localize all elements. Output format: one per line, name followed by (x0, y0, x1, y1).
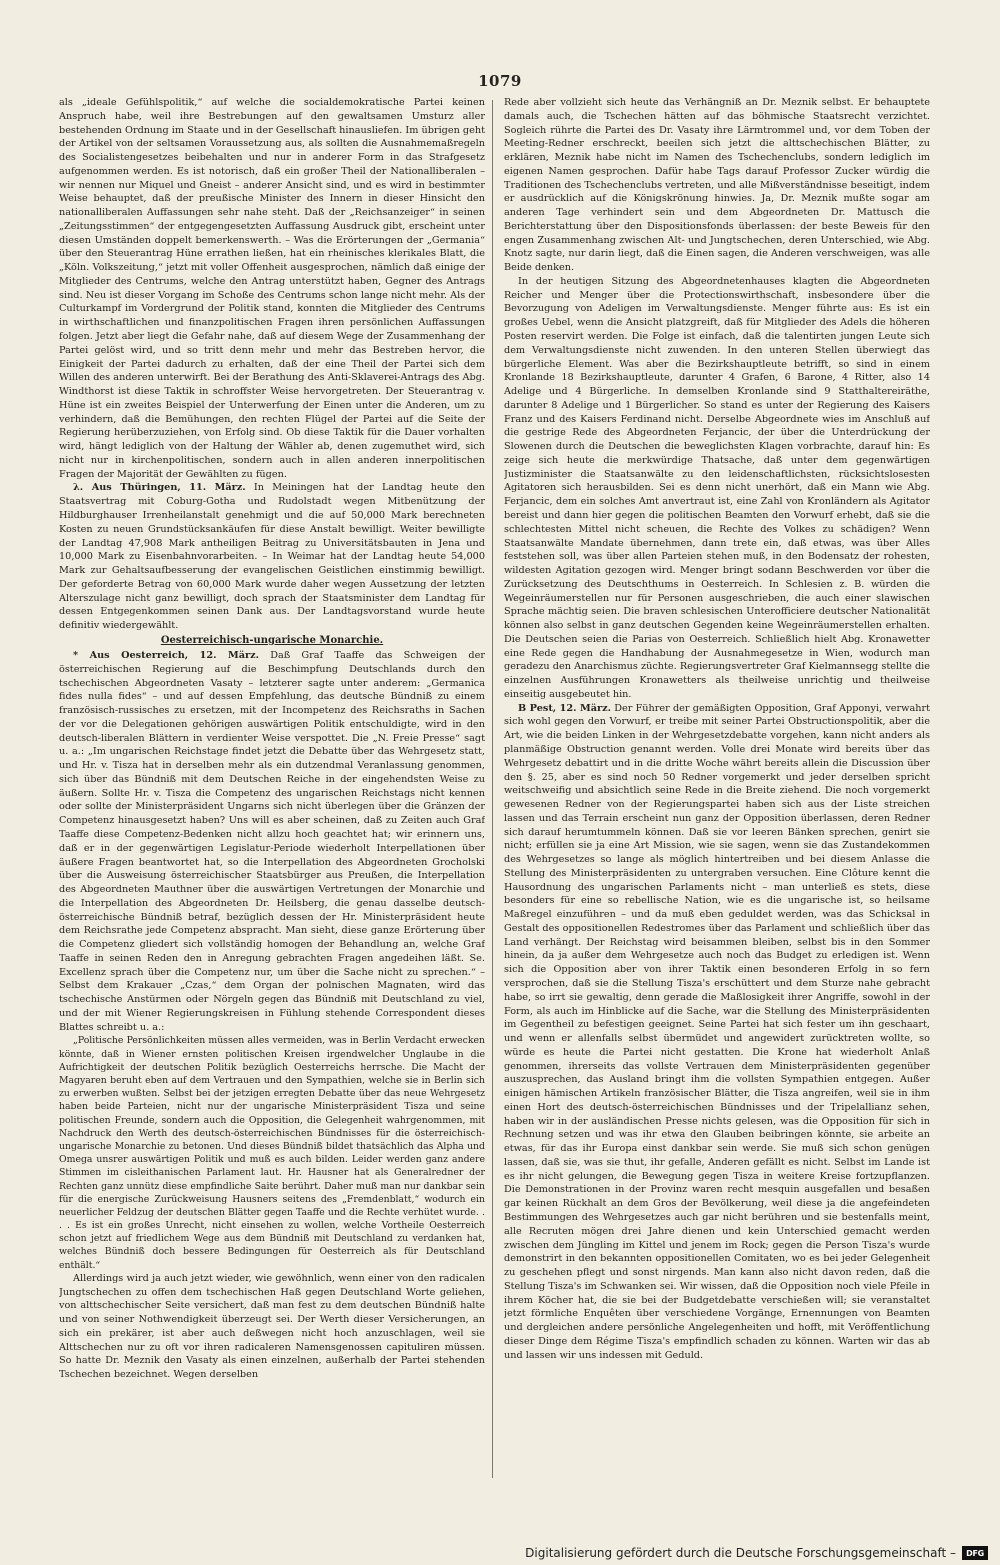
paragraph-text: „Politische Persönlichkeiten müssen alles vermeiden, was in Berlin Verdacht erwecken könnte, daß in Wiener ernsten politischen Kreisen irgendwelcher Unglaube in die Aufrichtigkeit der deutschen Politik bezüglich Oesterreichs herrsche. Die Macht der Magyaren beruht eben auf dem Vertrauen und den Sympathien, welche sie in Berlin sich zu erwerben wußten. Selbst bei der jetzigen erregten Debatte über das neue Wehrgesetz haben beide Parteien, nicht nur der ungarische Ministerpräsident Tisza und seine politischen Freunde, sondern auch die Opposition, die Gelegenheit wahrgenommen, mit Nachdruck den Werth des deutsch-österreichischen Bündnisses für die österreichisch-ungarische Monarchie zu betonen. Und dieses Bündniß bildet thatsächlich das Alpha und Omega unsrer auswärtigen Politik und muß es auch bilden. Leider werden ganz andere Stimmen im cisleithanischen Parlament laut. Hr. Hausner hat als Generalredner der Rechten ganz unnütz diese empfindliche Saite berührt. Daher muß man nur dankbar sein für die energische Zurückweisung Hausners seitens des „Fremdenblatt,“ wodurch ein neuerlicher Feldzug der deutschen Blätter gegen Taaffe und die Rechte verhütet wurde. . . . Es ist ein großes Unrecht, nicht einsehen zu wollen, welche Vortheile Oesterreich schon jetzt auf friedlichem Wege aus dem Bündniß mit Deutschland zu verdanken hat, welches Bündniß doch bessere Bedingungen für Oesterreich als für Deutschland enthält.“ (59, 1035, 485, 1271)
footer (0, 1541, 1000, 1565)
article-paragraph (59, 1272, 485, 1382)
paragraph-text: Daß Graf Taaffe das Schweigen der österreichischen Regierung auf die Beschimpfung Deutschlands durch den tschechischen Abgeordneten Vasaty – letzterer sagte unter anderem: „Germanica fides nulla fides“ – und auf dessen Empfehlung, das deutsche Bündniß zu einem französisch-russisches zu ersetzen, mit der Incompetenz des Reichsraths in Sachen der vor die Delegationen gehörigen auswärtigen Politik entschuldigte, wird in den deutsch-liberalen Blättern in verdienter Weise verspottet. Die „N. Freie Presse“ sagt u. a.: „Im ungarischen Reichstage findet jetzt die Debatte über das Wehrgesetz statt, und Hr. v. Tisza hat in derselben mehr als ein dutzendmal Veranlassung genommen, sich über das Bündniß mit dem Deutschen Reiche in der eingehendsten Weise zu äußern. Sollte Hr. v. Tisza die Competenz des ungarischen Reichstags nicht kennen oder sollte der Ministerpräsident Ungarns sich nicht überlegen über die Gränzen der Competenz hinausgesetzt haben? Uns will es aber scheinen, daß zu Zeiten auch Graf Taaffe diese Competenz-Bedenken nicht allzu hoch geachtet hat; wir erinnern uns, daß er in der gegenwärtigen Legislatur-Periode wiederholt Interpellationen über äußere Fragen beantwortet hat, so die Interpellation des Abgeordneten Grocholski über die Ausweisung österreichischer Staatsbürger aus Preußen, die Interpellation des Abgeordneten Mauthner über die auswärtigen Vertretungen der Monarchie und die Interpellation des Abgeordneten Dr. Heilsberg, die genau dasselbe deutsch-österreichische Bündniß betraf, bezüglich dessen der Hr. Ministerpräsident heute dem Reichsrathe jede Competenz abspracht. Man sieht, diese ganze Erörterung über die Competenz gliedert sich vollständig homogen der Behandlung an, welche Graf Taaffe in seinen Reden den in Anregung gebrachten Fragen angedeihen läßt. Se. Excellenz sprach über die Competenz nur, um über die Sache nicht zu sprechen.“ – Selbst dem Krakauer „Czas,“ dem Organ der polnischen Magnaten, wird das tschechische Anstürmen oder Nörgeln gegen das Bündniß mit Deutschland zu viel, und der mit Wiener Regierungskreisen in Fühlung stehende Correspondent dieses Blattes schreibt u. a.: (59, 650, 485, 1033)
article-paragraph (59, 1034, 485, 1271)
article-paragraph (504, 702, 930, 1363)
article-paragraph (504, 96, 930, 275)
paragraph-text: Der Führer der gemäßigten Opposition, Graf Apponyi, verwahrt sich wohl gegen den Vorwurf, er treibe mit seiner Partei Obstructionspolitik, aber die Art, wie die beiden Linken in der Wehrgesetzdebatte vorgehen, kann nicht anders als planmäßige Obstruction genannt werden. Volle drei Monate wird bereits über das Wehrgesetz debattirt und in die dritte Woche währt bereits allein die Discussion über den §. 25, aber es sind noch 50 Redner vorgemerkt und jeder derselben spricht weitschweifig und absichtlich seine Rede in die Breite ziehend. Die noch vorgemerkt gewesenen Redner von der Regierungspartei haben sich aus der Liste streichen lassen und das Terrain erscheint nun ganz der Opposition überlassen, deren Redner sich darauf herumtummeln können. Daß sie vor leeren Bänken sprechen, genirt sie nicht; erfüllen sie ja eine Art Mission, wie sie sagen, wenn sie das Zustandekommen des Wehrgesetzes so lange als möglich hintertreiben und bei diesem Anlasse die Stellung des Ministerpräsidenten zu untergraben versuchen. Eine Clôture kennt die Hausordnung des ungarischen Parlaments nicht – man unterließ es stets, diese besonders für eine so rebellische Nation, wie es die ungarische ist, so heilsame Maßregel einzuführen – und da muß eben geduldet werden, was das Schicksal in Gestalt des oppositionellen Redestromes über das Parlament und schließlich über das Land verhängt. Der Reichstag wird beisammen bleiben, selbst bis in den Sommer hinein, da ja außer dem Wehrgesetze auch noch das Budget zu erledigen ist. Wenn sich die Opposition aber von ihrer Taktik einen besonderen Erfolg in so fern versprochen, daß sie die Stellung Tisza's erschüttert und dem Sturze nahe gebracht habe, so irrt sie gewaltig, denn gerade die Maßlosigkeit ihrer Angriffe, sowohl in der Form, als auch im Hinblicke auf die Sache, war die Stellung des Ministerpräsidenten im Gegentheil zu befestigen geeignet. Seine Partei hat sich fester um ihn geschaart, und wenn er allenfalls selbst übermüdet und angewidert zurücktreten wollte, so würde es heute die Partei nicht gestatten. Die Krone hat wiederholt Anlaß genommen, ihrerseits das vollste Vertrauen dem Ministerpräsidenten gegenüber auszusprechen, das Ausland bringt ihm die vollsten Sympathien entgegen. Außer einigen hämischen Artikeln französischer Blätter, die Tisza angreifen, weil sie in ihm einen Hort des deutsch-österreichischen Bündnisses und der Tripelallianz sehen, haben wir in der ausländischen Presse nichts gelesen, was die Opposition für sich in Rechnung setzen und was ihr etwa den Glauben beibringen könnte, sie arbeite an etwas, für das ihr Europa einst dankbar sein werde. Sie muß sich schon genügen lassen, daß sie, was sie thut, ihr gefalle, Anderen gefällt es nicht. Selbst im Lande ist es ihr nicht gelungen, die Bewegung gegen Tisza in weitere Kreise fortzupflanzen. Die Demonstrationen in der Provinz waren recht mesquin ausgefallen und besaßen gar keinen Rückhalt an dem Gros der Bevölkerung, weil diese ja die angefeindeten Bestimmungen des Wehrgesetzes auch gar nicht berühren und sie bestenfalls meint, alle Recruten mögen drei Jahre dienen und kein Unterschied gemacht werden zwischen dem Jüngling im Kittel und jenem im Rock; gegen die Person Tisza's wurde demonstrirt in den bekannten oppositionellen Comitaten, wo es bei jeder Gelegenheit zu geschehen pflegt und sonst nirgends. Man kann also nicht davon reden, daß die Stellung Tisza's im Schwanken sei. Wir wissen, daß die Opposition noch viele Pfeile in ihrem Köcher hat, die sie bei der Budgetdebatte verschießen will; sie veranstaltet jetzt förmliche Enquêten über verschiedene Vorgänge, Ernennungen von Beamten und dergleichen andere persönliche Angelegenheiten und hofft, mit Veröffentlichung dieser Dinge dem Régime Tisza's empfindlich schaden zu können. Warten wir das ab und lassen wir uns indessen mit Geduld. (504, 702, 930, 1361)
section-heading: Oesterreichisch-ungarische Monarchie. (160, 634, 384, 646)
article-paragraph (59, 96, 485, 481)
article-dateline: λ. Aus Thüringen, 11. März. (73, 482, 246, 494)
left-column (59, 96, 485, 1482)
column-divider (492, 100, 493, 1478)
article-paragraph (504, 275, 930, 702)
article-dateline: * Aus Oesterreich, 12. März. (73, 650, 259, 662)
paragraph-text: Allerdings wird ja auch jetzt wieder, wie gewöhnlich, wenn einer von den radicalen Jungtschechen zu offen dem tschechischen Haß gegen Deutschland Worte geliehen, von alttschechischer Seite versichert, daß man fest zu dem deutschen Bündniß halte und von seiner Nothwendigkeit überzeugt sei. Der Werth dieser Versicherungen, an sich ein prekärer, ist aber auch deßwegen nicht hoch anzuschlagen, weil sie Alttschechen nur zu oft vor ihren radicaleren Namensgenossen capituliren müssen. So hatte Dr. Meznik den Vasaty als einen einzelnen, außerhalb der Partei stehenden Tschechen bezeichnet. Wegen derselben (59, 1272, 485, 1381)
paragraph-text: In Meiningen hat der Landtag heute den Staatsvertrag mit Coburg-Gotha und Rudolstadt wegen Mitbenützung der Hildburghauser Irrenheilanstalt genehmigt und die auf 50,000 Mark berechneten Kosten zu neuen Grundstücksankäufen für diese Anstalt bewilligt. Weiter bewilligte der Landtag 47,908 Mark antheiligen Beitrag zu Universitätsbauten in Jena und 10,000 Mark zu Eisenbahnvorarbeiten. – In Weimar hat der Landtag heute 54,000 Mark zur Gehaltsaufbesserung der evangelischen Geistlichen einstimmig bewilligt. Der geforderte Betrag von 60,000 Mark wurde daher wegen Aussetzung der letzten Alterszulage nicht ganz bewilligt, doch sprach der Staatsminister dem Landtag für dessen Entgegenkommen seinen Dank aus. Der Landtagsvorstand wurde heute definitiv wiedergewählt. (59, 482, 485, 632)
article-paragraph (59, 481, 485, 632)
dfg-logo: DFG (962, 1546, 988, 1560)
paragraph-text: Rede aber vollzieht sich heute das Verhängniß an Dr. Meznik selbst. Er behauptete damals auch, die Tschechen hätten auf das böhmische Staatsrecht verzichtet. Sogleich rührte die Partei des Dr. Vasaty ihre Lärmtrommel und, vor dem Toben der Meeting-Redner erschreckt, beeilen sich jetzt die alttschechischen Blätter, zu erklären, Meznik habe nicht im Namen des Tschechenclubs, sondern lediglich im eigenen Namen gesprochen. Dafür habe Tags darauf Professor Zucker würdig die Traditionen des Tschechenclubs vertreten, und alle Mißverständnisse beseitigt, indem er ausdrücklich auf die Königskrönung hinwies. Ja, Dr. Meznik mußte sogar am anderen Tage verhindert sein und dem Abgeordneten Dr. Mattusch die Berichterstattung über den Dispositionsfonds überlassen: der beste Beweis für den engen Zusammenhang zwischen Alt- und Jungtschechen, deren Unterschied, wie Abg. Knotz sagte, nur darin liegt, daß die Einen sagen, die Anderen verschweigen, was alle Beide denken. (504, 97, 930, 274)
paragraph-text: als „ideale Gefühlspolitik,“ auf welche die socialdemokratische Partei keinen Anspruch habe, weil ihre Bestrebungen auf den gewaltsamen Umsturz aller bestehenden Ordnung im Staate und in der Gesellschaft hinausliefen. Im übrigen geht der Artikel von der seltsamen Voraussetzung aus, als sollten die Ausnahmemaßregeln des Socialistengesetzes beibehalten und nur in anderer Form in das Strafgesetz aufgenommen werden. Es ist notorisch, daß ein großer Theil der Nationalliberalen – wir nennen nur Miquel und Gneist – anderer Ansicht sind, und es wird in bestimmter Weise behauptet, daß der preußische Minister des Innern in dieser Hinsicht den nationalliberalen Auffassungen sehr nahe steht. Daß der „Reichsanzeiger“ in seinen „Zeitungsstimmen“ der entgegengesetzten Auffassung Ausdruck gibt, erscheint unter diesen Umständen doppelt bemerkenswerth. – Was die Erörterungen der „Germania“ über den Steuerantrag Hüne errathen ließen, hat ein rheinisches klerikales Blatt, die „Köln. Volkszeitung,“ jetzt mit voller Offenheit ausgesprochen, nämlich daß einige der Mitglieder des Centrums, welche den Antrag unterstützt haben, Gegner des Antrags sind. Neu ist dieser Vorgang im Schoße des Centrums schon lange nicht mehr. Als der Culturkampf im Vordergrund der Politik stand, konnten die Mitglieder des Centrums in wirthschaftlichen und finanzpolitischen Fragen ihren persönlichen Auffassungen folgen. Jetzt aber liegt die Gefahr nahe, daß auf diesem Wege der Zusammenhang der Partei gelöst wird, und so tritt denn mehr und mehr das Bestreben hervor, die Einigkeit der Partei dadurch zu erhalten, daß der eine Theil der Partei sich dem Willen des anderen unterwirft. Bei der Berathung des Anti-Sklaverei-Antrags des Abg. Windthorst ist diese Taktik in schroffster Weise hervorgetreten. Der Steuerantrag v. Hüne ist ein zweites Beispiel der Unterwerfung der Einen unter die Anderen, um zu verhindern, daß die Bemühungen, den rechten Flügel der Partei auf die Seite der Regierung herüberzuziehen, von Erfolg sind. Ob diese Taktik für die Dauer vorhalten wird, hängt lediglich von der Haltung der Wähler ab, denen zugemuthet wird, sich nicht nur in kirchenpolitischen, sondern auch in allen anderen innerpolitischen Fragen der Majorität der Gewählten zu fügen. (59, 97, 485, 480)
paragraph-text: In der heutigen Sitzung des Abgeordnetenhauses klagten die Abgeordneten Reicher und Menger über die Protectionswirthschaft, insbesondere über die Bevorzugung von Adeligen im Verwaltungsdienste. Menger führte aus: Es ist ein großes Uebel, wenn die Ansicht platzgreift, daß für Mitglieder des Adels die höheren Posten reservirt werden. Die Folge ist einfach, daß die talentirten jungen Leute sich dem Verwaltungsdienste nicht zuwenden. In den unteren Stellen überwiegt das bürgerliche Element. Was aber die Bezirkshauptleute betrifft, so sind in einem Kronlande 18 Bezirkshauptleute, darunter 4 Grafen, 6 Barone, 4 Ritter, also 14 Adelige und 4 Bürgerliche. In demselben Kronlande sind 9 Statthaltereiräthe, darunter 8 Adelige und 1 Bürgerlicher. So stand es unter der Regierung des Kaisers Franz und des Kaisers Ferdinand nicht. Derselbe Abgeordnete wies im Anschluß auf die gestrige Rede des Abgeordneten Ferjancic, der über die Unterdrückung der Slowenen durch die Deutschen die beweglichsten Klagen vorbrachte, darauf hin: Es zeige sich heute die merkwürdige Thatsache, daß unter dem gegenwärtigen Justizminister die Staatsanwälte zu den leidenschaftlichsten, rücksichtslosesten Agitatoren sich herausbilden. Sei es denn nicht unerhört, daß ein Mann wie Abg. Ferjancic, dem ein solches Amt anvertraut ist, eine Zahl von Kronländern als Agitator bereist und dann hier gegen die politischen Beamten den Vorwurf erhebt, daß sie die schlechtesten Mittel nicht scheuen, die Rechte des Volkes zu schädigen? Wenn Staatsanwälte Mandate übernehmen, dann trete ein, daß etwas, was über Alles feststehen soll, was über allen Parteien stehen muß, in den Bodensatz der rohesten, wildesten Agitation gezogen wird. Menger bringt sodann Beschwerden vor über die Zurücksetzung des Deutschthums in Oesterreich. In Schlesien z. B. würden die Wegeinräumerstellen nur für Personen ausgeschrieben, die auch einer slawischen Sprache mächtig seien. Die braven schlesischen Unterofficiere deutscher Nationalität können also selbst in ganz deutschen Gegenden keine Wegeinräumerstellen erhalten. Die Deutschen seien die Parias von Oesterreich. Schließlich hielt Abg. Kronawetter eine Rede gegen die Handhabung der Ausnahmegesetze in Wien, wodurch man geradezu den Anarchismus züchte. Regierungsvertreter Graf Kielmannsegg stellte die einzelnen Ausführungen Kronawetters als theilweise unrichtig und theilweise einseitig ausgebeutet hin. (504, 275, 930, 700)
footer-credit: Digitalisierung gefördert durch die Deutsche Forschungsgemeinschaft – (525, 1546, 956, 1560)
page-number: 1079 (478, 72, 522, 90)
article-dateline: B Pest, 12. März. (518, 702, 612, 714)
article-paragraph (59, 649, 485, 1034)
right-column (504, 96, 930, 1482)
